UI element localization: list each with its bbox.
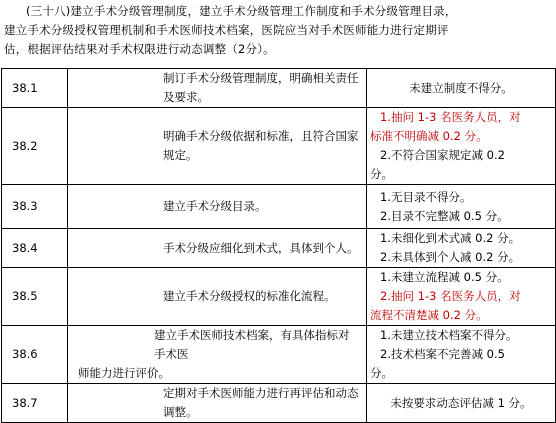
penalty-line: 流程不清楚减 0.2 分。 — [370, 308, 488, 322]
penalty-line: 分。 — [370, 366, 393, 380]
penalty-cell — [367, 326, 556, 384]
requirement-text: 建立手术分级授权的标准化流程。 — [163, 289, 336, 303]
requirement-cell — [68, 268, 367, 326]
penalty-line: 1.未细化到术式减 0.2 分。 — [380, 231, 521, 245]
penalty-line: 未按要求动态评估减 1 分。 — [390, 395, 532, 410]
table-row — [2, 108, 556, 185]
penalty-line: 2.目录不完整减 0.5 分。 — [380, 208, 509, 223]
penalty-cell — [367, 108, 556, 185]
item-number: 38.1 — [2, 69, 68, 108]
penalty-line: 未建立制度不得分。 — [409, 80, 513, 95]
intro-line-3: 估，根据评估结果对手术权限进行动态调整（2分）。 — [4, 42, 275, 56]
table-row — [2, 69, 556, 108]
requirement-text: 建立手术医师技术档案，有具体指标对手术医 — [154, 328, 350, 361]
requirement-cell — [68, 108, 367, 185]
requirement-text: 建立手术分级目录。 — [163, 199, 267, 213]
penalty-line: 2.不符合国家规定减 0.2 — [380, 148, 505, 162]
penalty-cell — [367, 268, 556, 326]
requirement-cell — [68, 326, 367, 384]
item-number: 38.5 — [2, 268, 68, 326]
penalty-line: 2.抽问 1-3 名医务人员，对 — [380, 289, 521, 303]
table-row — [2, 384, 556, 423]
intro-paragraph — [4, 2, 552, 59]
requirement-cell — [68, 69, 367, 108]
penalty-line: 1.未建立流程减 0.5 分。 — [380, 270, 509, 284]
penalty-line: 2.技术档案不完善减 0.5 — [380, 347, 505, 361]
intro-line-2: 建立手术分级授权管理机制和手术医师技术档案，医院应当对手术医师能力进行定期评 — [4, 23, 449, 37]
table-row — [2, 185, 556, 229]
requirement-text: 制订手术分级管理制度，明确相关责任及要求。 — [163, 71, 359, 104]
requirement-text: 明确手术分级依据和标准，且符合国家规定。 — [163, 129, 359, 162]
table-row — [2, 326, 556, 384]
penalty-line: 1.无目录不得分。 — [380, 189, 472, 204]
requirement-cell — [68, 384, 367, 423]
requirement-text: 师能力进行评价。 — [78, 366, 170, 380]
requirement-text: 手术分级应细化到术式，具体到个人。 — [163, 240, 359, 255]
penalty-line: 1.未建立技术档案不得分。 — [380, 328, 518, 342]
item-number: 38.3 — [2, 185, 68, 229]
requirement-cell — [68, 229, 367, 268]
table-row — [2, 268, 556, 326]
penalty-cell — [367, 229, 556, 268]
penalty-line: 标准不明确减 0.2 分。 — [370, 129, 488, 143]
scoring-table — [1, 68, 556, 423]
table-row — [2, 229, 556, 268]
penalty-line: 1.抽问 1-3 名医务人员，对 — [380, 110, 521, 124]
penalty-cell — [367, 185, 556, 229]
penalty-line: 分。 — [370, 167, 393, 181]
item-number: 38.4 — [2, 229, 68, 268]
item-number: 38.6 — [2, 326, 68, 384]
item-number: 38.7 — [2, 384, 68, 423]
intro-line-1: (三十八)建立手术分级管理制度，建立手术分级管理工作制度和手术分级管理目录， — [26, 4, 457, 18]
penalty-cell — [367, 69, 556, 108]
requirement-cell — [68, 185, 367, 229]
penalty-line: 2.未具体到个人减 0.2 分。 — [380, 250, 521, 264]
item-number: 38.2 — [2, 108, 68, 185]
penalty-cell — [367, 384, 556, 423]
requirement-text: 定期对手术医师能力进行再评估和动态调整。 — [163, 386, 359, 419]
